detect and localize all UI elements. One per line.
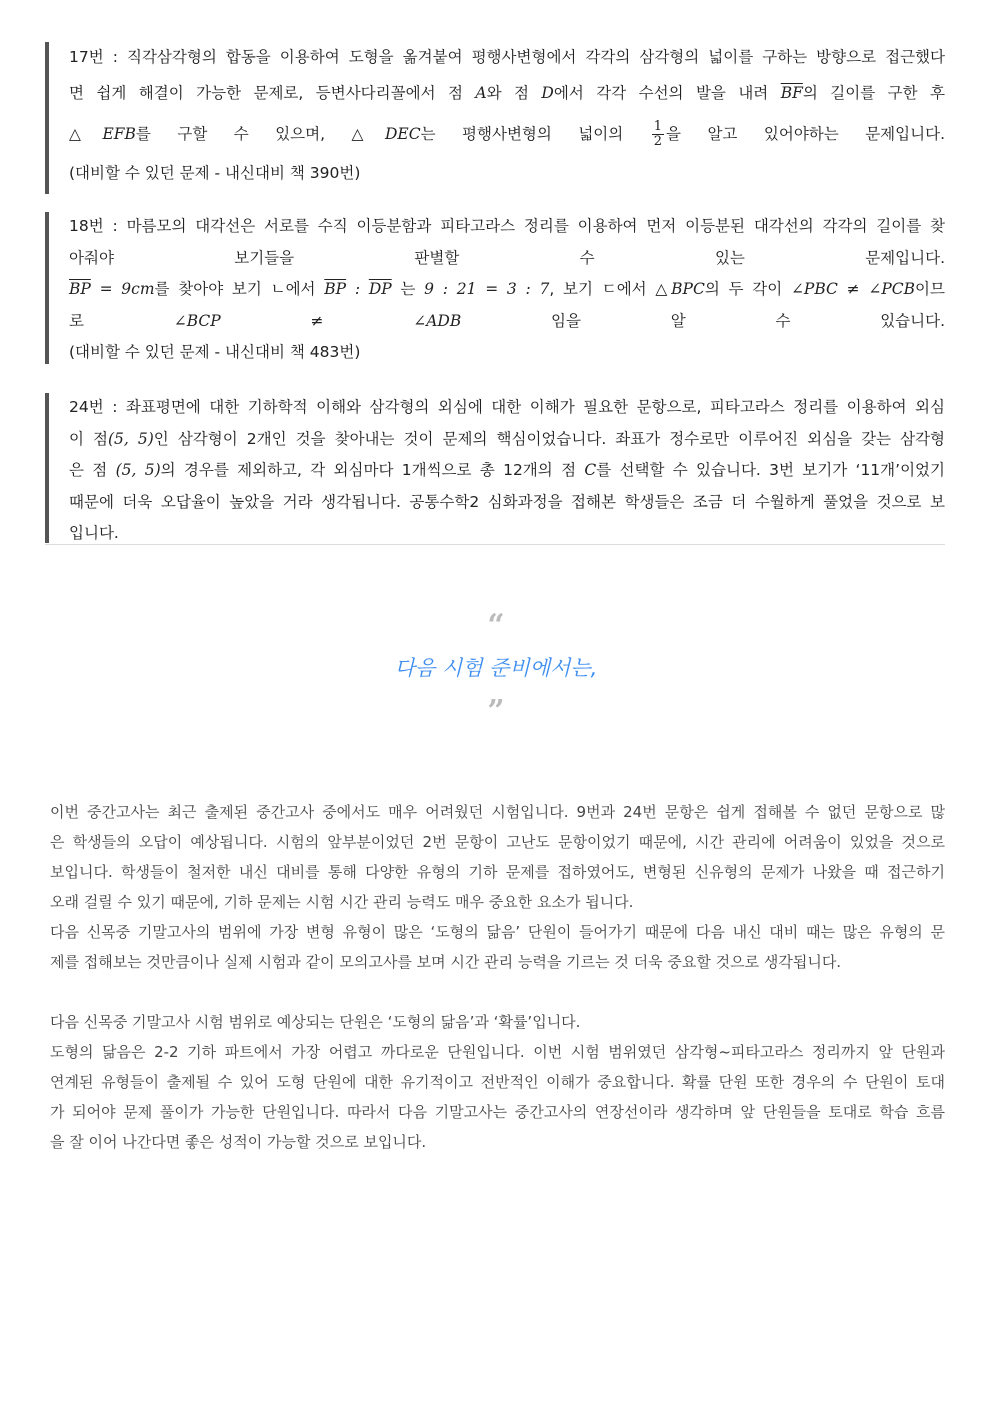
text-segment: 입니다. — [69, 524, 119, 542]
summary-paragraph — [50, 797, 945, 977]
text-segment: (대비할 수 있던 문제 - 내신대비 책 390번) — [69, 164, 361, 182]
text-line — [69, 519, 945, 551]
math-expression: C — [584, 461, 597, 479]
math-expression: △EFB — [69, 125, 136, 143]
text-line: 보입니다. 학생들이 철저한 내신 대비를 통해 다양한 유형의 기하 문제를 접하였어도, 변형된 신유형의 문제가 나왔을 때 접근하기 — [50, 863, 945, 881]
text-line — [69, 338, 945, 370]
text-segment: 를 선택할 수 있습니다. 3번 보기가 ‘11개’이었기 — [596, 461, 945, 479]
text-line — [69, 456, 945, 488]
text-segment: 를 찾아야 보기 ㄴ에서 — [154, 280, 325, 298]
text-segment: 에서 각각 수선의 발을 내려 — [553, 84, 781, 102]
math-expression: ∠PBC ≠ ∠PCB — [790, 280, 916, 298]
text-segment: 의 경우를 제외하고, 각 외심마다 1개씩으로 총 12개의 점 — [160, 461, 585, 479]
text-segment: 을 알고 있어야하는 문제입니다. — [666, 125, 945, 143]
math-expression: △DEC — [351, 125, 421, 143]
text-line — [69, 275, 945, 307]
text-segment: 면 쉽게 해결이 가능한 문제로, 등변사다리꼴에서 점 — [69, 84, 476, 102]
text-segment: 아줘야 보기들을 판별할 수 있는 문제입니다. — [69, 248, 945, 267]
text-line — [69, 425, 945, 457]
text-line — [69, 244, 945, 276]
math-expression: 9 : 21 = 3 : 7 — [424, 280, 550, 298]
open-quote-icon: “ — [487, 608, 505, 643]
numerator: 1 — [653, 119, 663, 134]
text-line — [69, 488, 945, 520]
text-segment: 이 점 — [69, 429, 108, 448]
text-line: 다음 신목중 기말고사의 범위에 가장 변형 유형이 많은 ‘도형의 닮음’ 단원이 들어가기 때문에 다음 내신 대비 때는 많은 유형의 문 — [50, 923, 945, 941]
text-segment: 임을 알 수 있습니다. — [461, 311, 946, 330]
math-expression: : — [346, 280, 369, 298]
denominator: 2 — [653, 134, 663, 149]
text-segment: 와 점 — [486, 84, 542, 102]
text-line: 이번 중간고사는 최근 출제된 중간고사 중에서도 매우 어려웠던 시험입니다. 9번과 24번 문항은 쉽게 접해볼 수 없던 문항으로 많 — [50, 803, 945, 821]
text-segment: 는 평행사변형의 넓이의 — [420, 125, 650, 143]
math-expression: (5, 5) — [115, 461, 161, 479]
text-segment: 의 길이를 구한 후 — [802, 84, 945, 102]
text-line: 다음 신목중 기말고사 시험 범위로 예상되는 단원은 ‘도형의 닮음’과 ‘확률’입니다. — [50, 1013, 581, 1031]
text-line — [69, 307, 945, 339]
text-line: 은 학생들의 오답이 예상됩니다. 시험의 앞부분이었던 2번 문항이 고난도 문항이었기 때문에, 시간 관리에 어려움이 있었을 것으로 — [50, 833, 945, 851]
math-expression: D — [541, 84, 554, 102]
overline-segment: $\overline{BP}$ — [324, 280, 347, 298]
fraction — [652, 120, 664, 149]
text-segment: 18번 : 마름모의 대각선은 서로를 수직 이등분함과 피타고라스 정리를 이용하여 먼저 이등분된 대각선의 각각의 길이를 찾 — [69, 217, 945, 235]
text-line: 가 되어야 문제 풀이가 가능한 단원입니다. 따라서 다음 기말고사는 중간고사의 연장선이라 생각하며 앞 단원들을 토대로 학습 흐름 — [50, 1103, 945, 1121]
divider — [45, 544, 945, 545]
text-line: 을 잘 이어 나간다면 좋은 성적이 가능할 것으로 보입니다. — [50, 1133, 427, 1151]
text-line: 오래 걸릴 수 있기 때문에, 기하 문제는 시험 시간 관리 능력도 매우 중요한 요소가 됩니다. — [50, 893, 634, 911]
overline-segment: $\overline{BP}$ — [69, 280, 91, 298]
math-expression: ∠BCP ≠ ∠ADB — [173, 311, 462, 330]
text-segment: 는 — [391, 280, 425, 298]
text-line — [69, 78, 945, 114]
text-segment: , 보기 ㄷ에서 — [549, 280, 656, 298]
analysis-block-18 — [45, 212, 945, 364]
text-segment: 17번 : 직각삼각형의 합동을 이용하여 도형을 옮겨붙여 평행사변형에서 각각의 삼각형의 넓이를 구하는 방향으로 접근했다 — [69, 48, 945, 66]
text-line — [69, 158, 945, 194]
math-expression: △BPC — [655, 280, 705, 298]
text-segment: 은 점 — [69, 461, 116, 479]
text-line — [69, 114, 945, 158]
text-line — [69, 212, 945, 244]
math-expression: A — [475, 84, 487, 102]
next-exam-paragraph — [50, 1007, 945, 1157]
text-segment: 로 — [69, 311, 174, 330]
overline-segment: $\overline{DP}$ — [368, 280, 392, 298]
text-segment: 를 구할 수 있으며, — [135, 125, 352, 143]
text-line: 도형의 닮음은 2-2 기하 파트에서 가장 어렵고 까다로운 단원입니다. 이번 시험 범위였던 삼각형~피타고라스 정리까지 앞 단원과 — [50, 1043, 945, 1061]
text-line: 연계된 유형들이 출제될 수 있어 도형 단원에 대한 유기적이고 전반적인 이해가 중요합니다. 확률 단원 또한 경우의 수 단원이 토대 — [50, 1073, 945, 1091]
math-expression: = 9cm — [90, 280, 155, 298]
text-line — [69, 393, 945, 425]
text-segment: 인 삼각형이 2개인 것을 찾아내는 것이 문제의 핵심이었습니다. 좌표가 정수로만 이루어진 외심을 갖는 삼각형 — [153, 429, 946, 448]
text-line — [69, 42, 945, 78]
analysis-block-17 — [45, 42, 945, 194]
text-segment: 의 두 각이 — [704, 280, 791, 298]
close-quote-icon: ” — [487, 694, 505, 729]
text-segment: 때문에 더욱 오답율이 높았을 거라 생각됩니다. 공통수학2 심화과정을 접해본 학생들은 조금 더 수월하게 풀었을 것으로 보 — [69, 492, 945, 511]
section-heading: 다음 시험 준비에서는, — [394, 656, 598, 680]
overline-segment: $\overline{BF}$ — [780, 84, 803, 102]
text-line: 제를 접해보는 것만큼이나 실제 시험과 같이 모의고사를 보며 시간 관리 능력을 기르는 것 더욱 중요할 것으로 생각됩니다. — [50, 953, 842, 971]
text-segment: 24번 : 좌표평면에 대한 기하학적 이해와 삼각형의 외심에 대한 이해가 필요한 문항으로, 피타고라스 정리를 이용하여 외심 — [69, 398, 945, 416]
text-segment: 이므 — [915, 280, 945, 298]
math-expression: (5, 5) — [108, 429, 154, 448]
analysis-block-24 — [45, 393, 945, 543]
text-segment: (대비할 수 있던 문제 - 내신대비 책 483번) — [69, 343, 361, 361]
